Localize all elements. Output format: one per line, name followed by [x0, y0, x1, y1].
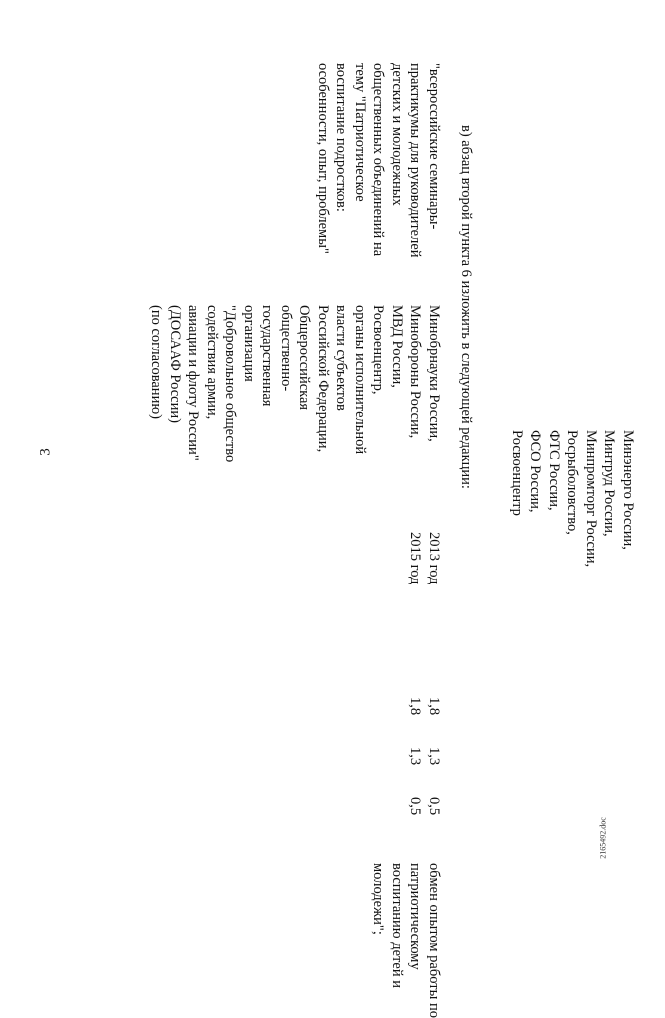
- executor-line: Российской Федерации,: [315, 305, 331, 453]
- amount-value: 0,5: [426, 797, 442, 816]
- result-line: обмен опытом работы по: [426, 863, 442, 1018]
- event-years: [406, 532, 443, 584]
- title-line: воспитание подростков:: [333, 63, 350, 212]
- event-title: [314, 63, 444, 258]
- landscape-canvas: [45, 35, 665, 1018]
- executor-line: (по согласованию): [148, 305, 165, 419]
- executor-line: (ДОСААФ России): [167, 305, 183, 423]
- title-line: особенности, опыт, проблемы": [315, 63, 331, 254]
- executor-line: организация: [241, 305, 257, 382]
- amount-column-2: [406, 747, 443, 765]
- list-item: Росрыболовство,: [564, 430, 581, 535]
- amount-value: 1,3: [407, 747, 424, 766]
- list-item: Минэнерго России,: [620, 430, 636, 550]
- rotated-page-content: [45, 35, 665, 1018]
- title-line: общественных объединений на: [370, 63, 387, 257]
- result-line: молодежи";: [370, 863, 387, 935]
- list-item: Минпромторг России,: [583, 430, 599, 568]
- list-item: ФТС России,: [546, 430, 562, 511]
- amount-value: 1,8: [426, 697, 442, 716]
- amount-column-1: [406, 697, 443, 715]
- executor-line: содействия армии,: [204, 305, 220, 420]
- executor-line: МВД России,: [389, 305, 405, 388]
- year-line: 2015 год: [407, 532, 424, 585]
- title-line: тему "Патриотическое: [352, 63, 368, 202]
- title-line: детских и молодежных: [389, 63, 405, 206]
- list-item: ФСО России,: [527, 430, 544, 513]
- executor-line: органы исполнительной: [352, 305, 368, 455]
- title-line: практикумы для руководителей: [407, 63, 424, 258]
- year-line: 2013 год: [426, 532, 442, 585]
- amount-value: 1,8: [407, 697, 424, 716]
- executor-line: Минобрнауки России,: [426, 305, 442, 442]
- executor-line: Росвоенцентр,: [370, 305, 387, 395]
- amount-value: 0,5: [407, 797, 424, 816]
- list-item: Минтруд России,: [601, 430, 618, 537]
- executor-line: государственная: [259, 305, 276, 407]
- amount-value: 1,3: [426, 747, 442, 766]
- executor-line: Минобороны России,: [407, 305, 424, 439]
- executor-line: власти субъектов: [333, 305, 350, 411]
- title-line: "всероссийские семинары-: [426, 63, 442, 230]
- event-executors: [147, 305, 443, 462]
- top-executors-list: [508, 430, 638, 567]
- result-line: воспитанию детей и: [389, 863, 405, 988]
- list-item: Росвоенцентр: [509, 430, 525, 516]
- amount-column-3: [406, 797, 443, 815]
- executor-line: авиации и флоту России": [185, 305, 202, 461]
- result-line: патриотическому: [407, 863, 424, 970]
- document-file-code: 2165492.doc: [598, 817, 608, 859]
- amendment-intro: в) абзац второй пункта 6 изложить в следующей редакции:: [458, 125, 474, 489]
- expected-result: [369, 863, 443, 1018]
- executor-line: общественно-: [278, 305, 294, 392]
- page-number: 3: [37, 448, 54, 456]
- executor-line: "Добровольное общество: [222, 305, 239, 463]
- executor-line: Общероссийская: [296, 305, 313, 411]
